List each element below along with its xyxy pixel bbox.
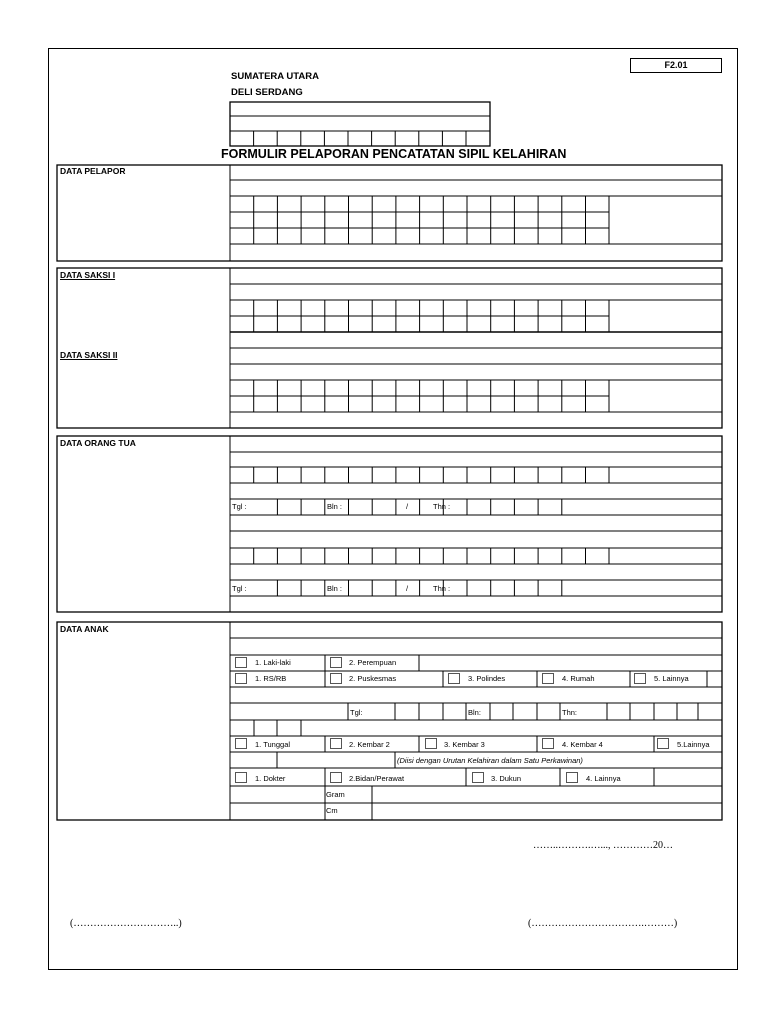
regency-label: DELI SERDANG xyxy=(231,87,303,98)
checkbox-kembar-4[interactable] xyxy=(542,738,554,749)
section-data-anak: DATA ANAK xyxy=(60,624,109,634)
checkbox-rumah[interactable] xyxy=(542,673,554,684)
option-dokter: 1. Dokter xyxy=(255,774,286,783)
right-signature-line: (…………………………….………) xyxy=(528,918,678,929)
checkbox-kembar-2[interactable] xyxy=(330,738,342,749)
checkbox-kembar-3[interactable] xyxy=(425,738,437,749)
parent2-slash: / xyxy=(406,584,409,593)
checkbox-lainnya-place[interactable] xyxy=(634,673,646,684)
option-kembar-4: 4. Kembar 4 xyxy=(562,740,603,749)
form-title: FORMULIR PELAPORAN PENCATATAN SIPIL KELAHIRAN xyxy=(221,147,567,161)
parent2-bln-label: Bln : xyxy=(327,584,343,593)
box-data-anak xyxy=(57,622,722,820)
left-signature-line: (…………………………..) xyxy=(70,918,182,929)
checkbox-laki-laki[interactable] xyxy=(235,657,247,668)
section-data-pelapor: DATA PELAPOR xyxy=(60,166,126,176)
checkbox-dokter[interactable] xyxy=(235,772,247,783)
option-rumah: 4. Rumah xyxy=(562,674,595,683)
section-data-orang-tua: DATA ORANG TUA xyxy=(60,438,136,448)
option-puskesmas: 2. Puskesmas xyxy=(349,674,397,683)
parent1-thn-label: Thn : xyxy=(433,502,451,511)
option-tunggal: 1. Tunggal xyxy=(255,740,291,749)
option-kembar-3: 3. Kembar 3 xyxy=(444,740,485,749)
checkbox-dukun[interactable] xyxy=(472,772,484,783)
province-label: SUMATERA UTARA xyxy=(231,71,319,82)
checkbox-lainnya-type[interactable] xyxy=(657,738,669,749)
option-perempuan: 2. Perempuan xyxy=(349,658,397,667)
length-unit-label: Cm xyxy=(326,806,338,815)
child-thn-label: Thn: xyxy=(562,708,578,717)
birth-order-note: (Diisi dengan Urutan Kelahiran dalam Satu Perkawinan) xyxy=(397,756,583,765)
checkbox-tunggal[interactable] xyxy=(235,738,247,749)
parent1-tgl-label: Tgl : xyxy=(232,502,247,511)
header-table xyxy=(230,102,490,146)
checkbox-puskesmas[interactable] xyxy=(330,673,342,684)
parent2-tgl-label: Tgl : xyxy=(232,584,247,593)
option-laki-laki: 1. Laki-laki xyxy=(255,658,291,667)
option-lainnya-helper: 4. Lainnya xyxy=(586,774,621,783)
child-bln-label: Bln: xyxy=(468,708,481,717)
option-polindes: 3. Polindes xyxy=(468,674,506,683)
box-data-orang-tua xyxy=(57,436,722,612)
checkbox-bidan-perawat[interactable] xyxy=(330,772,342,783)
checkbox-lainnya-helper[interactable] xyxy=(566,772,578,783)
option-lainnya-type: 5.Lainnya xyxy=(677,740,710,749)
option-lainnya-place: 5. Lainnya xyxy=(654,674,689,683)
option-rs-rb: 1. RS/RB xyxy=(255,674,287,683)
section-data-saksi-2: DATA SAKSI II xyxy=(60,350,118,360)
option-dukun: 3. Dukun xyxy=(491,774,522,783)
parent1-slash: / xyxy=(406,502,409,511)
place-date-line: ……..……….…..., …………20… xyxy=(533,840,673,851)
box-data-pelapor xyxy=(57,165,722,261)
checkbox-polindes[interactable] xyxy=(448,673,460,684)
checkbox-rs-rb[interactable] xyxy=(235,673,247,684)
form-code: F2.01 xyxy=(630,58,722,73)
child-tgl-label: Tgl: xyxy=(350,708,363,717)
weight-unit-label: Gram xyxy=(326,790,345,799)
option-bidan-perawat: 2.Bidan/Perawat xyxy=(349,774,405,783)
checkbox-perempuan[interactable] xyxy=(330,657,342,668)
section-data-saksi-1: DATA SAKSI I xyxy=(60,270,116,280)
option-kembar-2: 2. Kembar 2 xyxy=(349,740,390,749)
parent2-thn-label: Thn : xyxy=(433,584,451,593)
parent1-bln-label: Bln : xyxy=(327,502,343,511)
